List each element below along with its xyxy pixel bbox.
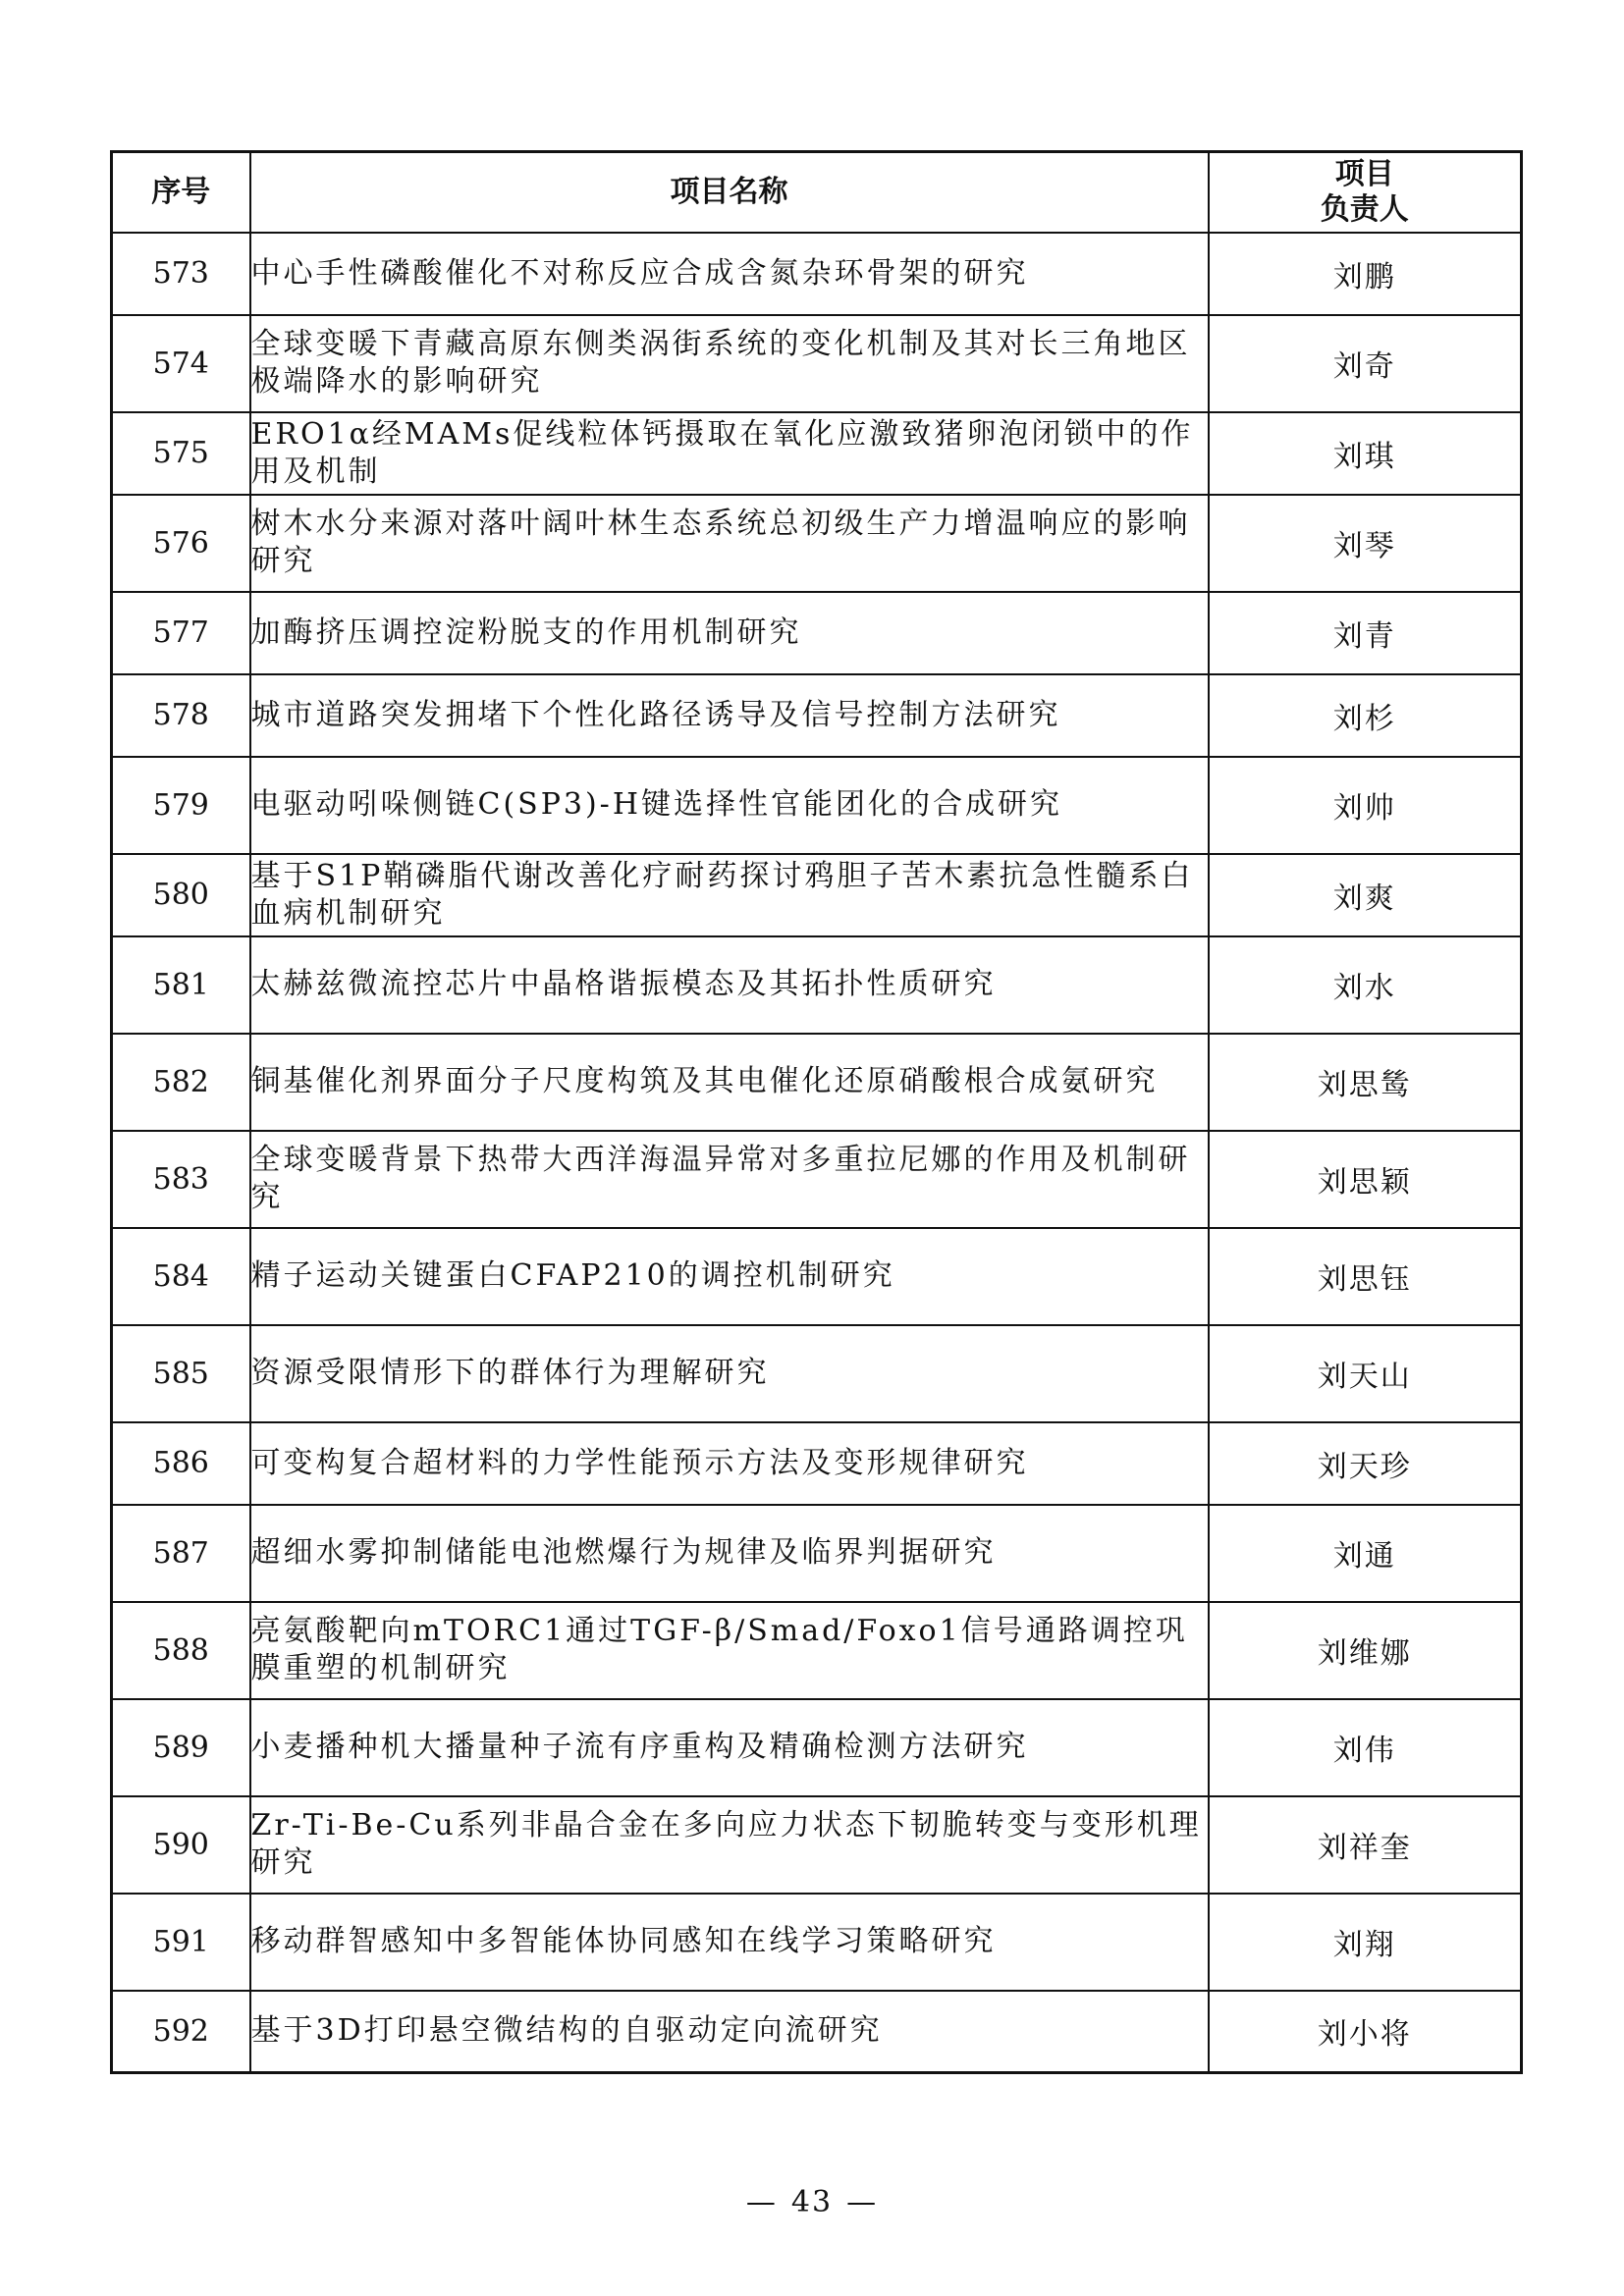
header-project-lead — [1209, 152, 1522, 233]
project-lead-cell: 刘鹏 — [1209, 233, 1522, 315]
serial-number-cell: 589 — [112, 1699, 250, 1796]
project-name-cell: 加酶挤压调控淀粉脱支的作用机制研究 — [250, 592, 1209, 674]
table-row — [112, 854, 1522, 936]
project-lead-cell: 刘思鸶 — [1209, 1034, 1522, 1131]
serial-number-cell: 590 — [112, 1796, 250, 1894]
footer-dash-left: — — [745, 2185, 778, 2219]
project-name-cell: 太赫兹微流控芯片中晶格谐振模态及其拓扑性质研究 — [250, 936, 1209, 1034]
table-body — [112, 233, 1522, 2073]
project-lead-cell: 刘小将 — [1209, 1991, 1522, 2073]
project-lead-cell: 刘维娜 — [1209, 1602, 1522, 1699]
page-number: 43 — [790, 2185, 834, 2219]
table-row — [112, 936, 1522, 1034]
table-row — [112, 1505, 1522, 1602]
table-row — [112, 1034, 1522, 1131]
project-lead-cell: 刘水 — [1209, 936, 1522, 1034]
table-row — [112, 757, 1522, 854]
table-row — [112, 233, 1522, 315]
serial-number-cell: 573 — [112, 233, 250, 315]
project-name-cell: Zr-Ti-Be-Cu系列非晶合金在多向应力状态下韧脆转变与变形机理研究 — [250, 1796, 1209, 1894]
table-row — [112, 592, 1522, 674]
table-row — [112, 1228, 1522, 1325]
table-header — [112, 152, 1522, 233]
serial-number-cell: 575 — [112, 412, 250, 495]
project-lead-cell: 刘奇 — [1209, 315, 1522, 412]
project-lead-cell: 刘伟 — [1209, 1699, 1522, 1796]
serial-number-cell: 583 — [112, 1131, 250, 1228]
table-row — [112, 1991, 1522, 2073]
project-name-cell: 全球变暖背景下热带大西洋海温异常对多重拉尼娜的作用及机制研究 — [250, 1131, 1209, 1228]
project-lead-cell: 刘思颖 — [1209, 1131, 1522, 1228]
project-name-cell: 可变构复合超材料的力学性能预示方法及变形规律研究 — [250, 1422, 1209, 1505]
project-lead-cell: 刘琪 — [1209, 412, 1522, 495]
header-serial-number: 序号 — [112, 152, 250, 233]
project-lead-cell: 刘天珍 — [1209, 1422, 1522, 1505]
footer-dash-right: — — [846, 2185, 879, 2219]
project-lead-cell: 刘琴 — [1209, 495, 1522, 592]
project-name-cell: 精子运动关键蛋白CFAP210的调控机制研究 — [250, 1228, 1209, 1325]
project-lead-cell: 刘思钰 — [1209, 1228, 1522, 1325]
project-name-cell: 电驱动吲哚侧链C(SP3)-H键选择性官能团化的合成研究 — [250, 757, 1209, 854]
project-name-cell: 树木水分来源对落叶阔叶林生态系统总初级生产力增温响应的影响研究 — [250, 495, 1209, 592]
project-name-cell: 超细水雾抑制储能电池燃爆行为规律及临界判据研究 — [250, 1505, 1209, 1602]
serial-number-cell: 582 — [112, 1034, 250, 1131]
table-row — [112, 1796, 1522, 1894]
project-lead-cell: 刘青 — [1209, 592, 1522, 674]
page-footer — [0, 2185, 1624, 2219]
serial-number-cell: 579 — [112, 757, 250, 854]
serial-number-cell: 588 — [112, 1602, 250, 1699]
serial-number-cell: 586 — [112, 1422, 250, 1505]
serial-number-cell: 580 — [112, 854, 250, 936]
project-lead-cell: 刘帅 — [1209, 757, 1522, 854]
serial-number-cell: 577 — [112, 592, 250, 674]
project-name-cell: 小麦播种机大播量种子流有序重构及精确检测方法研究 — [250, 1699, 1209, 1796]
header-row — [112, 152, 1522, 233]
header-project-lead-line2: 负责人 — [1320, 191, 1409, 227]
table-row — [112, 315, 1522, 412]
project-name-cell: 中心手性磷酸催化不对称反应合成含氮杂环骨架的研究 — [250, 233, 1209, 315]
serial-number-cell: 578 — [112, 674, 250, 757]
table-row — [112, 1602, 1522, 1699]
project-lead-cell: 刘杉 — [1209, 674, 1522, 757]
project-lead-cell: 刘天山 — [1209, 1325, 1522, 1422]
project-name-cell: 资源受限情形下的群体行为理解研究 — [250, 1325, 1209, 1422]
header-project-name: 项目名称 — [250, 152, 1209, 233]
project-table — [110, 150, 1523, 2074]
serial-number-cell: 587 — [112, 1505, 250, 1602]
project-lead-cell: 刘爽 — [1209, 854, 1522, 936]
serial-number-cell: 591 — [112, 1894, 250, 1991]
table-row — [112, 412, 1522, 495]
table-row — [112, 1131, 1522, 1228]
project-lead-cell: 刘祥奎 — [1209, 1796, 1522, 1894]
table-row — [112, 1325, 1522, 1422]
table-row — [112, 495, 1522, 592]
table-row — [112, 1894, 1522, 1991]
serial-number-cell: 576 — [112, 495, 250, 592]
table-row — [112, 674, 1522, 757]
project-name-cell: 全球变暖下青藏高原东侧类涡街系统的变化机制及其对长三角地区极端降水的影响研究 — [250, 315, 1209, 412]
project-lead-cell: 刘通 — [1209, 1505, 1522, 1602]
project-name-cell: 城市道路突发拥堵下个性化路径诱导及信号控制方法研究 — [250, 674, 1209, 757]
serial-number-cell: 592 — [112, 1991, 250, 2073]
project-name-cell: 基于3D打印悬空微结构的自驱动定向流研究 — [250, 1991, 1209, 2073]
project-name-cell: 铜基催化剂界面分子尺度构筑及其电催化还原硝酸根合成氨研究 — [250, 1034, 1209, 1131]
serial-number-cell: 574 — [112, 315, 250, 412]
serial-number-cell: 581 — [112, 936, 250, 1034]
project-name-cell: 移动群智感知中多智能体协同感知在线学习策略研究 — [250, 1894, 1209, 1991]
project-name-cell: 基于S1P鞘磷脂代谢改善化疗耐药探讨鸦胆子苦木素抗急性髓系白血病机制研究 — [250, 854, 1209, 936]
project-name-cell: 亮氨酸靶向mTORC1通过TGF-β/Smad/Foxo1信号通路调控巩膜重塑的机制研究 — [250, 1602, 1209, 1699]
header-project-lead-line1: 项目 — [1334, 156, 1394, 191]
table-row — [112, 1699, 1522, 1796]
serial-number-cell: 585 — [112, 1325, 250, 1422]
project-name-cell: ERO1α经MAMs促线粒体钙摄取在氧化应激致猪卵泡闭锁中的作用及机制 — [250, 412, 1209, 495]
project-lead-cell: 刘翔 — [1209, 1894, 1522, 1991]
table-row — [112, 1422, 1522, 1505]
serial-number-cell: 584 — [112, 1228, 250, 1325]
